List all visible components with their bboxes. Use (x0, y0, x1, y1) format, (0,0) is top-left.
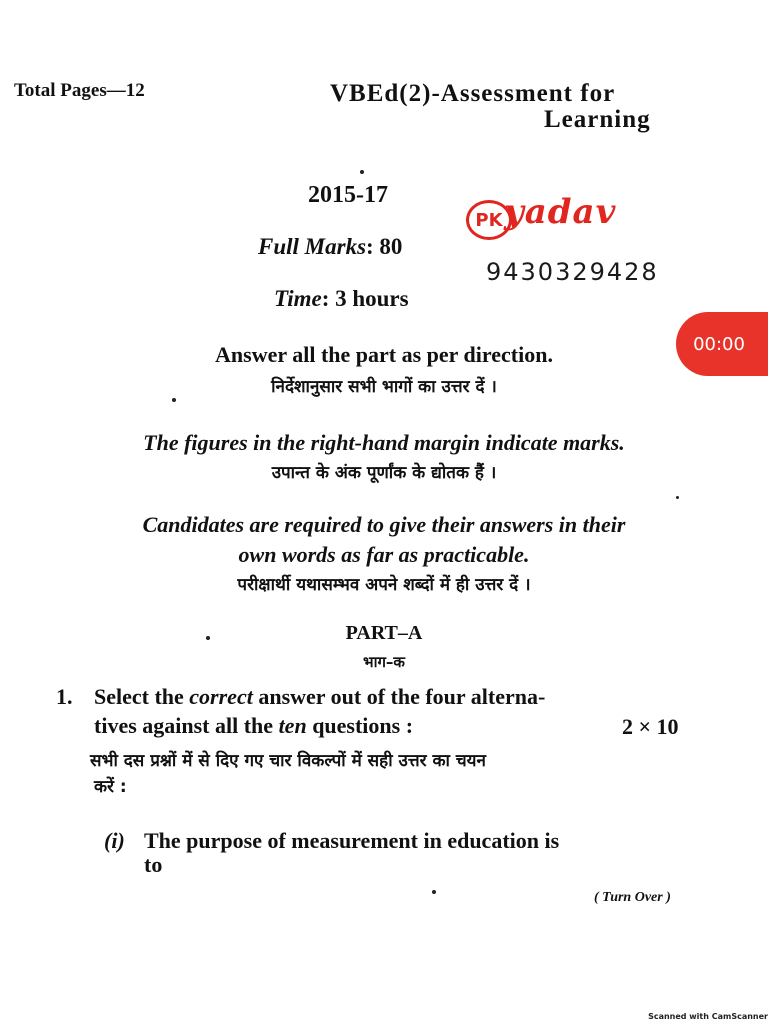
q1-text-a-pre: Select the (94, 684, 190, 709)
q1-text-b-em: ten (278, 713, 307, 738)
q1-text-b-pre: tives against all the (94, 713, 279, 738)
time-label: Time (274, 286, 322, 311)
question-marks: 2 × 10 (622, 714, 679, 739)
course-title-line2: Learning (544, 106, 651, 133)
time-allowed (274, 286, 409, 312)
question-text-line2 (94, 713, 413, 739)
full-marks-value: : 80 (366, 234, 403, 259)
full-marks (258, 234, 402, 260)
subquestion-text-line2: to (144, 852, 163, 877)
scan-speck (676, 496, 679, 499)
scan-speck (432, 890, 436, 894)
turn-over-note: ( Turn Over ) (594, 890, 671, 905)
instruction-3-hi: परीक्षार्थी यथासम्भव अपने शब्दों में ही उत्तर दें । (237, 575, 531, 595)
question-text-line1 (94, 684, 545, 710)
instruction-1-hi: निर्देशानुसार सभी भागों का उत्तर दें । (271, 377, 497, 397)
question-text-hi-line1: सभी दस प्रश्नों में से दिए गए चार विकल्पों में सही उत्तर का चयन (90, 751, 486, 771)
question-number: 1. (56, 684, 73, 709)
signature-name: yadav (504, 192, 617, 232)
subquestion-text-line1: The purpose of measurement in education is (144, 828, 560, 853)
q1-text-a-em: correct (189, 684, 253, 709)
instruction-3-en-a: Candidates are required to give their answers in their (142, 512, 626, 537)
instruction-3-en-b: own words as far as practicable. (238, 542, 530, 567)
instruction-2-en: The figures in the right-hand margin indicate marks. (143, 430, 625, 455)
part-title: PART–A (345, 622, 423, 644)
part-title-hi: भाग–क (363, 653, 405, 671)
time-value: : 3 hours (321, 286, 409, 311)
handwritten-phone: 9430329428 (486, 258, 659, 286)
total-pages: Total Pages—12 (14, 80, 145, 101)
q1-text-a-post: answer out of the four alterna- (252, 684, 546, 709)
scan-speck (360, 170, 364, 174)
exam-year: 2015-17 (308, 182, 388, 208)
handwritten-signature (466, 192, 706, 256)
course-title-line1: VBEd(2)-Assessment for (330, 80, 616, 107)
q1-text-b-post: questions : (306, 713, 414, 738)
signature-initials: PK (466, 200, 512, 240)
full-marks-label: Full Marks (258, 234, 367, 259)
subquestion-label: (i) (104, 828, 125, 853)
scan-speck (206, 636, 210, 640)
instruction-1-en: Answer all the part as per direction. (215, 342, 553, 367)
timer-badge[interactable]: 00:00 (676, 312, 768, 376)
scanner-watermark: Scanned with CamScanner (648, 1012, 768, 1021)
question-text-hi-line2: करें : (94, 777, 127, 797)
scan-speck (172, 398, 176, 402)
instruction-2-hi: उपान्त के अंक पूर्णांक के द्योतक हैं । (271, 463, 497, 483)
